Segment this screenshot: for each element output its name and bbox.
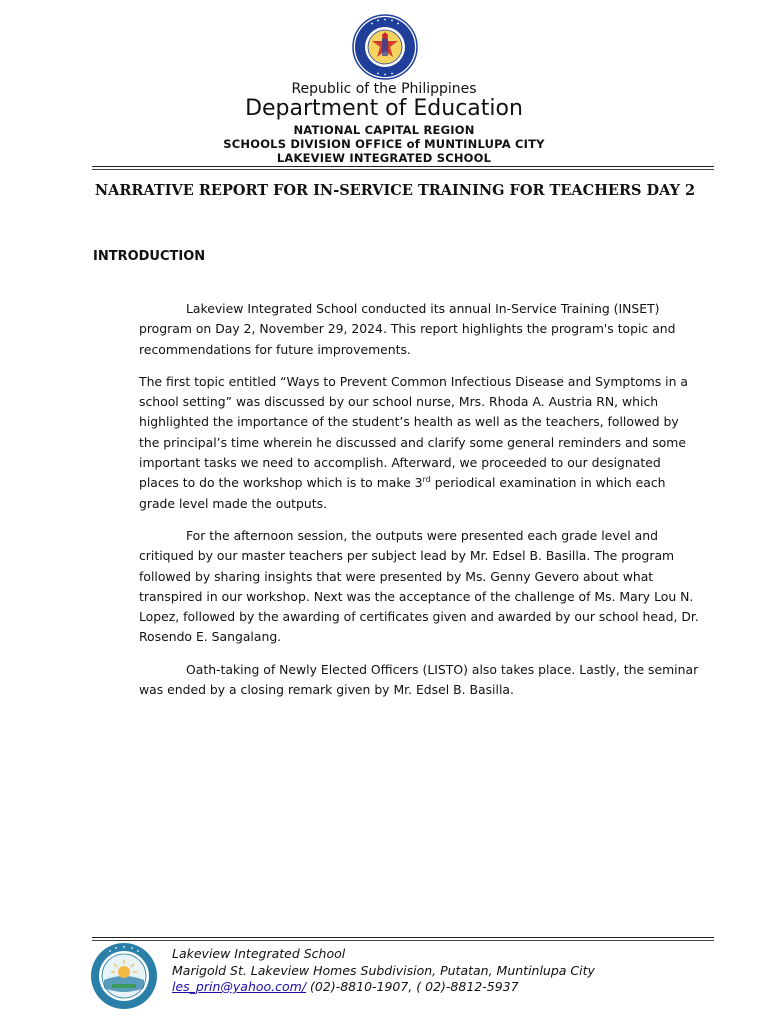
department-name: Department of Education bbox=[245, 96, 523, 121]
footer-contact-line bbox=[172, 979, 712, 996]
republic-line: Republic of the Philippines bbox=[291, 81, 477, 97]
footer-school-name: Lakeview Integrated School bbox=[172, 946, 346, 961]
paragraph-3: For the afternoon session, the outputs were presented each grade level and critiqued by our master teachers per subject lead by Mr. Edsel B. Basilla. The program followed by sharing insights that were presented by Ms. Genny Gevero about what transpired in our workshop. Next was the acceptance of the challenge of Ms. Mary Lou N. Lopez, followed by the awarding of certificates given and awarded by our school head, Dr. Rosendo E. Sangalang. bbox=[139, 527, 699, 645]
footer-divider bbox=[92, 937, 714, 938]
header-divider bbox=[92, 166, 714, 167]
paragraph-2-text-end: periodical examination in which each grade level made the outputs. bbox=[139, 475, 666, 511]
school-line: LAKEVIEW INTEGRATED SCHOOL bbox=[276, 151, 492, 165]
paragraph-1: Lakeview Integrated School conducted its annual In-Service Training (INSET) program on Day 2, November 29, 2024. This report highlights the program's topic and recommendations for future improvements. bbox=[139, 301, 676, 357]
deped-seal-icon bbox=[352, 14, 418, 80]
phone-numbers: (02)-8810-1907, ( 02)-8812-5937 bbox=[306, 979, 519, 994]
ordinal-suffix: rd bbox=[422, 475, 431, 485]
region-line: NATIONAL CAPITAL REGION bbox=[293, 123, 475, 137]
footer-address: Marigold St. Lakeview Homes Subdivision, Putatan, Muntinlupa City bbox=[172, 962, 595, 978]
report-title: NARRATIVE REPORT FOR IN-SERVICE TRAINING FOR TEACHERS DAY 2 bbox=[94, 182, 696, 199]
header-divider-thin bbox=[92, 169, 714, 170]
paragraph-2-text: The first topic entitled “Ways to Prevent Common Infectious Disease and Symptoms in a school setting” was discussed by our school nurse, Mrs. Rhoda A. Austria RN, which highlighted the importance of the student’s health as well as the teachers, followed by the principal’s time wherein he discussed and clarify some general reminders and some important tasks we need to accomplish. Afterward, we proceeded to our designated places to do the workshop which is to make 3 bbox=[139, 373, 688, 491]
division-line: SCHOOLS DIVISION OFFICE of MUNTINLUPA CITY bbox=[223, 137, 545, 151]
footer-contact bbox=[172, 946, 712, 996]
email-link[interactable]: les_prin@yahoo.com/ bbox=[172, 979, 307, 994]
paragraph-2 bbox=[139, 372, 699, 514]
footer-divider-thin bbox=[92, 940, 714, 941]
report-body bbox=[139, 299, 699, 712]
lakeview-school-logo-icon bbox=[90, 942, 158, 1010]
paragraph-4: Oath-taking of Newly Elected Officers (LISTO) also takes place. Lastly, the seminar was ended by a closing remark given by Mr. Edsel B. Basilla. bbox=[139, 661, 699, 698]
section-heading: INTRODUCTION bbox=[93, 249, 206, 264]
